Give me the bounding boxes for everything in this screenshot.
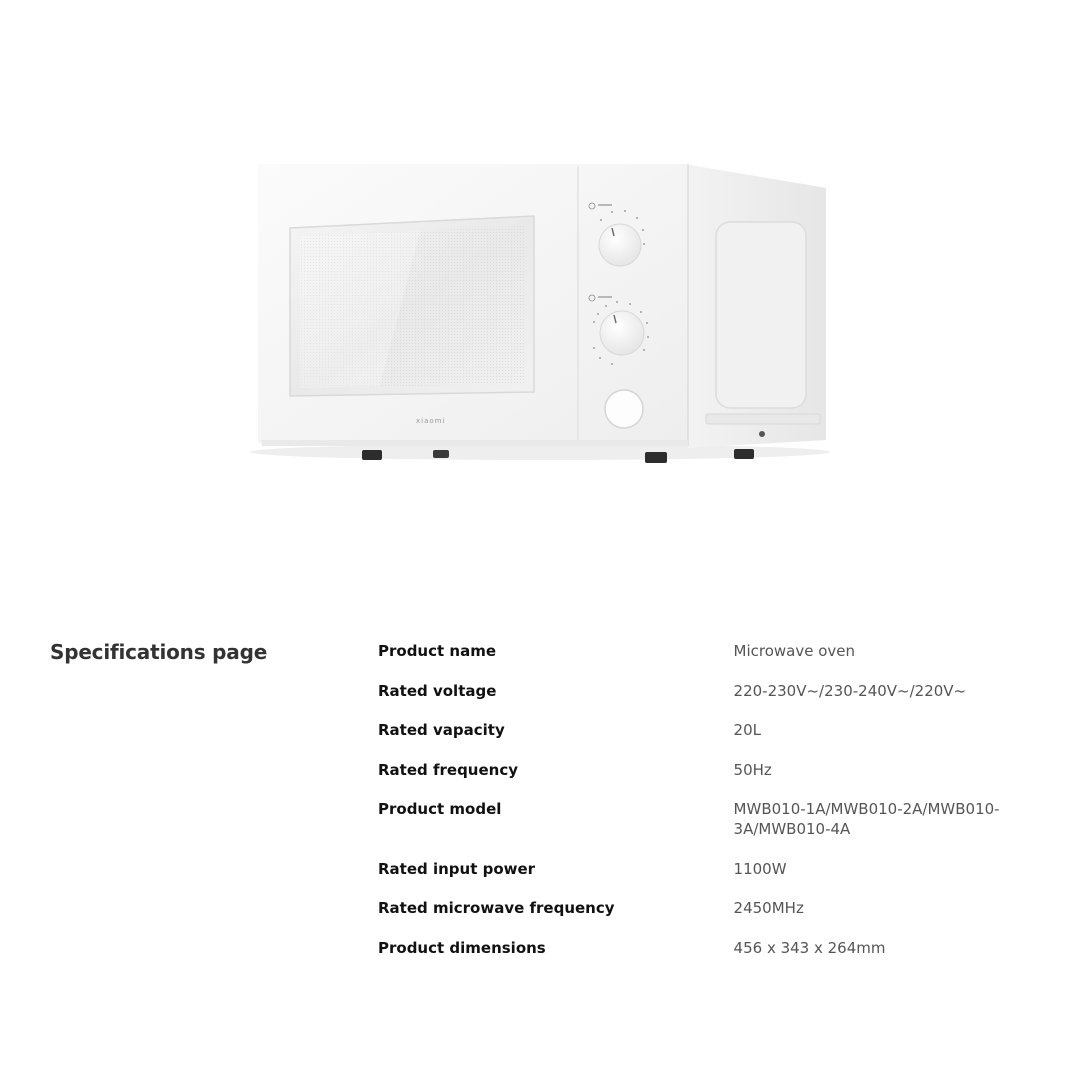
spec-value: 1100W [733, 859, 787, 878]
spec-label: Product dimensions [378, 938, 546, 957]
spec-row [378, 859, 1038, 899]
spec-label: Rated vapacity [378, 721, 505, 739]
spec-value: MWB010-1A/MWB010-2A/MWB010-3A/MWB010-4A [733, 800, 1000, 838]
specifications-title: Specifications page [50, 640, 268, 664]
spec-label: Rated microwave frequency [378, 899, 615, 917]
svg-text:xiaomi: xiaomi [416, 417, 446, 425]
spec-row [378, 898, 1038, 938]
spec-label: Rated voltage [378, 681, 497, 700]
spec-label: Rated input power [378, 859, 536, 878]
spec-value: 456 x 343 x 264mm [733, 938, 886, 957]
spec-row [378, 720, 1038, 760]
spec-label: Product model [378, 800, 502, 818]
spec-table [378, 641, 1038, 977]
microwave-product-image [240, 150, 840, 470]
spec-value: 2450MHz [733, 899, 804, 917]
spec-row [378, 681, 1038, 721]
spec-row [378, 760, 1038, 800]
spec-row [378, 799, 1038, 859]
spec-value: 50Hz [733, 760, 772, 779]
spec-label: Product name [378, 642, 497, 660]
spec-value: 220-230V~/230-240V~/220V~ [733, 681, 967, 700]
spec-value: Microwave oven [733, 642, 856, 660]
spec-row [378, 938, 1038, 978]
spec-label: Rated frequency [378, 760, 519, 779]
spec-value: 20L [733, 721, 761, 739]
spec-row [378, 641, 1038, 681]
